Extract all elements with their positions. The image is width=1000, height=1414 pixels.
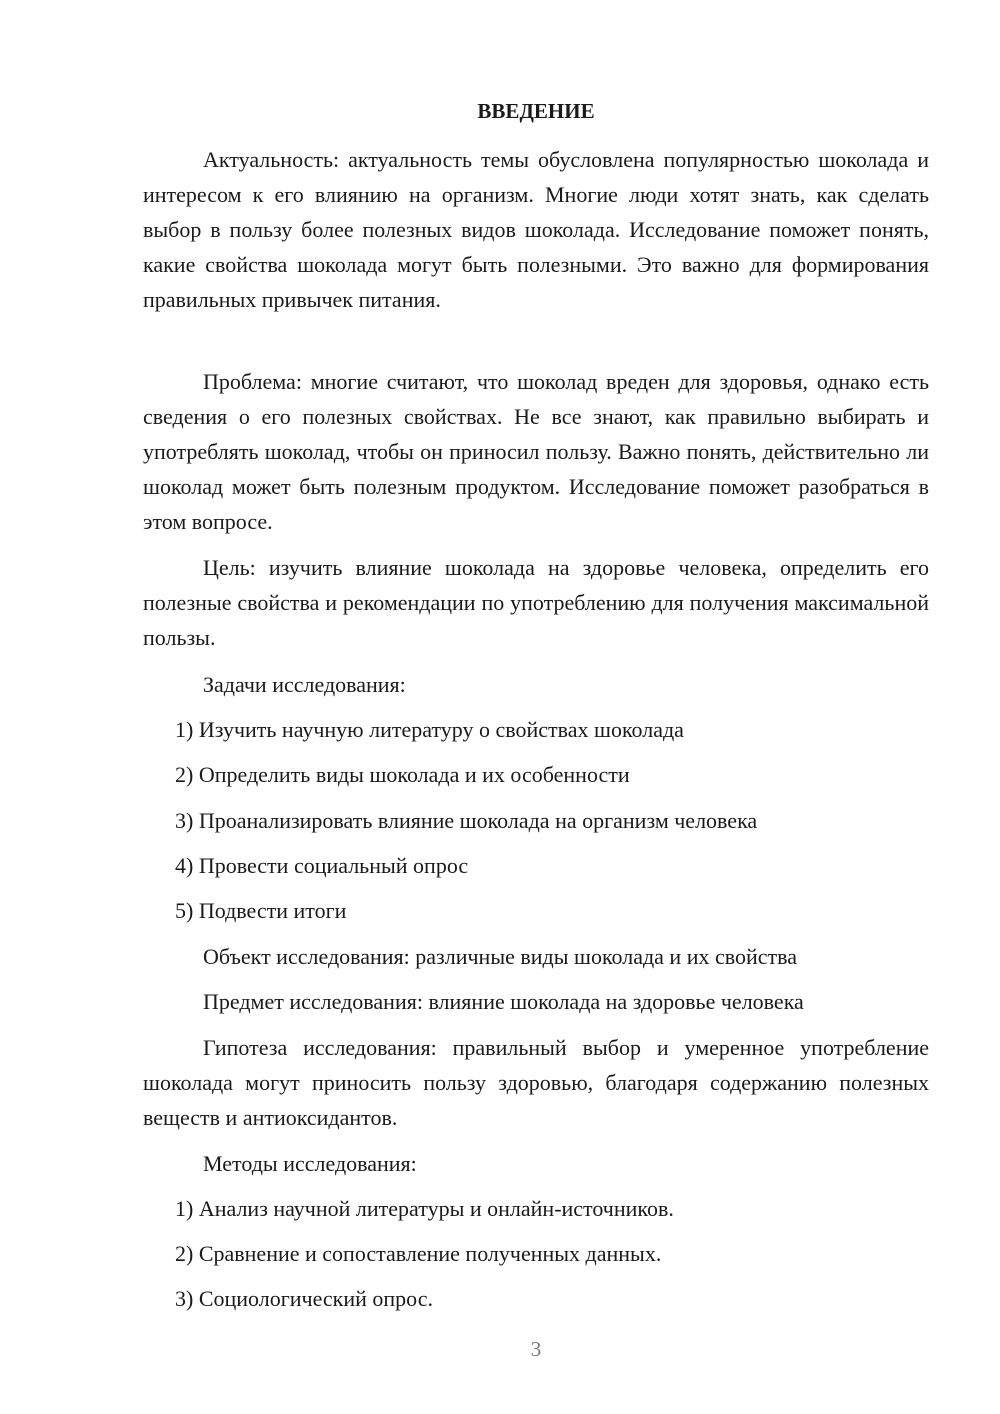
goal-paragraph [143,550,929,655]
research-object: Объект исследования: различные виды шоколада и их свойства [203,944,797,969]
hypothesis-paragraph [143,1030,929,1135]
hypothesis-text: Гипотеза исследования: правильный выбор и умеренное употребление шоколада могут приносить пользу здоровью, благодаря содержанию полезных веществ и антиоксидантов. [143,1035,929,1130]
relevance-paragraph [143,142,929,317]
method-item-2: 2) Сравнение и сопоставление полученных данных. [175,1241,662,1266]
method-item-3: 3) Социологический опрос. [175,1286,433,1311]
tasks-title: Задачи исследования: [203,672,406,697]
task-item-1: 1) Изучить научную литературу о свойствах шоколада [175,717,684,742]
page-number: 3 [530,1337,542,1361]
task-item-2: 2) Определить виды шоколада и их особенности [175,762,630,787]
problem-paragraph [143,364,929,539]
goal-text: Цель: изучить влияние шоколада на здоровье человека, определить его полезные свойства и рекомендации по употреблению для получения максимальной пользы. [143,555,929,650]
task-item-3: 3) Проанализировать влияние шоколада на организм человека [175,808,758,833]
section-heading: ВВЕДЕНИЕ [477,99,595,123]
methods-title: Методы исследования: [203,1151,417,1176]
problem-text: Проблема: многие считают, что шоколад вреден для здоровья, однако есть сведения о его полезных свойствах. Не все знают, как правильно выбирать и употреблять шоколад, чтобы он приносил пользу. Важно понять, действительно ли шоколад может быть полезным продуктом. Исследование поможет разобраться в этом вопросе. [143,369,929,534]
research-subject: Предмет исследования: влияние шоколада на здоровье человека [203,989,804,1014]
relevance-text: Актуальность: актуальность темы обусловлена популярностью шоколада и интересом к его влиянию на организм. Многие люди хотят знать, как сделать выбор в пользу более полезных видов шоколада. Исследование поможет понять, какие свойства шоколада могут быть полезными. Это важно для формирования правильных привычек питания. [143,147,929,312]
method-item-1: 1) Анализ научной литературы и онлайн-источников. [175,1196,674,1221]
task-item-4: 4) Провести социальный опрос [175,853,469,878]
task-item-5: 5) Подвести итоги [175,898,347,923]
